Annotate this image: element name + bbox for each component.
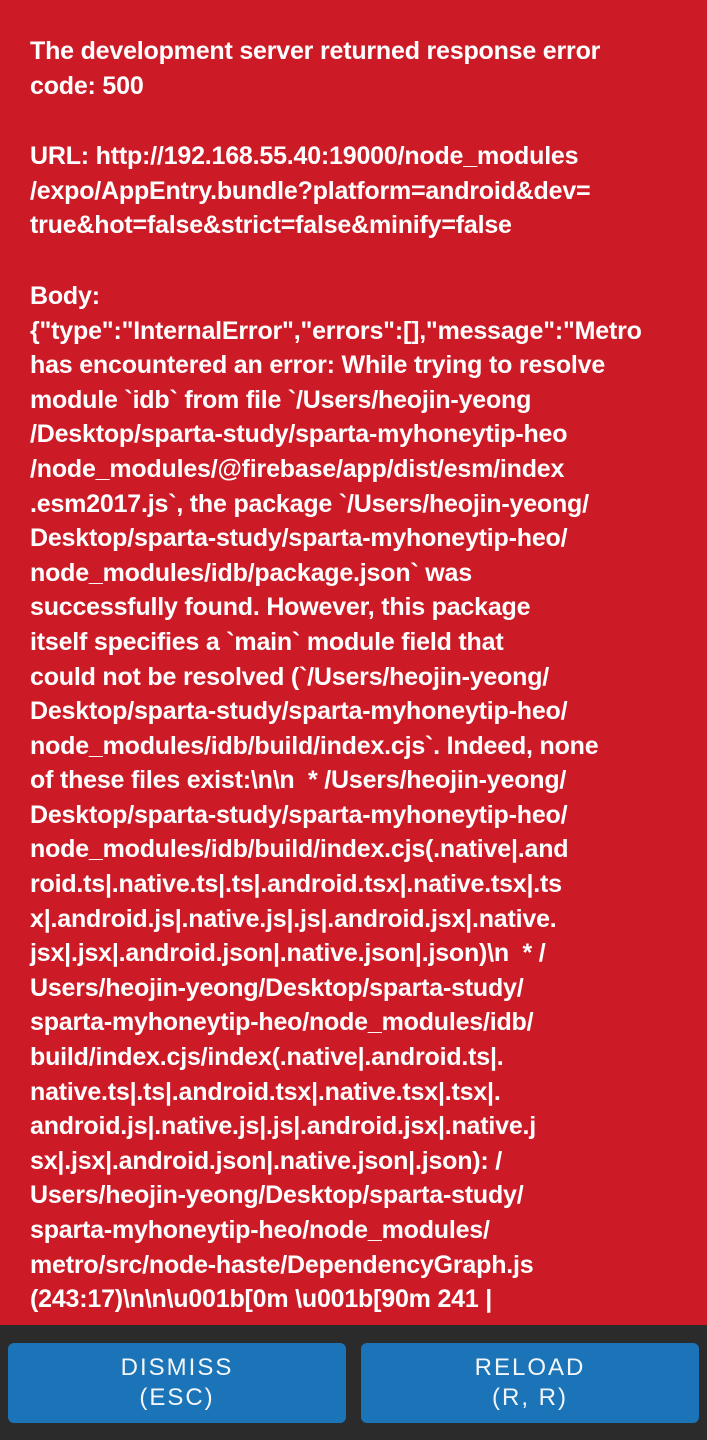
error-body-line: android.js|.native.js|.js|.android.jsx|.native.j	[30, 1112, 537, 1141]
error-body-line: sparta-myhoneytip-heo/node_modules/idb/	[30, 1008, 534, 1037]
error-heading-line: code: 500	[30, 71, 144, 100]
error-url-line: /expo/AppEntry.bundle?platform=android&dev=	[30, 176, 591, 205]
error-url-line: URL: http://192.168.55.40:19000/node_modules	[30, 142, 579, 171]
error-heading-line: The development server returned response error	[30, 37, 601, 65]
error-url-line: true&hot=false&strict=false&minify=false	[30, 211, 512, 240]
error-body-line: Users/heojin-yeong/Desktop/sparta-study/	[30, 973, 524, 1002]
error-body-line: Desktop/sparta-study/sparta-myhoneytip-heo/	[30, 800, 568, 829]
error-body-line: sparta-myhoneytip-heo/node_modules/	[30, 1216, 490, 1244]
error-body-line: node_modules/idb/build/index.cjs(.native|.and	[30, 835, 569, 864]
dismiss-button[interactable]	[8, 1343, 346, 1423]
error-body-line: module `idb` from file `/Users/heojin-yeong	[30, 385, 532, 414]
error-body-line: metro/src/node-haste/DependencyGraph.js	[30, 1250, 534, 1279]
error-body-line: {"type":"InternalError","errors":[],"message":"Metro	[30, 316, 642, 345]
error-body-line: itself specifies a `main` module field that	[30, 627, 504, 656]
error-body-line: jsx|.jsx|.android.json|.native.json|.json)\n * /	[30, 939, 546, 968]
button-bar	[0, 1325, 707, 1440]
reload-shortcut: (R, R)	[492, 1384, 568, 1411]
error-body-line: successfully found. However, this package	[30, 593, 531, 622]
error-heading	[30, 34, 685, 103]
error-body-line: (243:17)\n\n\u001b[0m \u001b[90m 241 |	[30, 1285, 493, 1314]
error-body-line: Desktop/sparta-study/sparta-myhoneytip-heo/	[30, 697, 568, 726]
spacer	[30, 243, 685, 279]
error-body-line: could not be resolved (`/Users/heojin-yeong/	[30, 662, 550, 691]
error-body	[30, 279, 685, 1317]
reload-label: RELOAD	[474, 1354, 586, 1381]
error-body-line: has encountered an error: While trying to resolve	[30, 351, 606, 380]
error-body-line: x|.android.js|.native.js|.js|.android.jsx|.native.	[30, 904, 557, 933]
error-url	[30, 139, 685, 243]
error-body-line: of these files exist:\n\n * /Users/heojin-yeong/	[30, 766, 567, 795]
error-body-line: .esm2017.js`, the package `/Users/heojin-yeong/	[30, 489, 589, 518]
error-body-line: sx|.jsx|.android.json|.native.json|.json): /	[30, 1146, 503, 1175]
dismiss-shortcut: (ESC)	[139, 1384, 215, 1411]
spacer	[30, 103, 685, 139]
error-body-line: Body:	[30, 281, 100, 310]
reload-button[interactable]	[361, 1343, 699, 1423]
error-body-line: /node_modules/@firebase/app/dist/esm/index	[30, 454, 565, 483]
error-body-line: node_modules/idb/build/index.cjs`. Indeed, none	[30, 731, 599, 760]
error-body-line: Users/heojin-yeong/Desktop/sparta-study/	[30, 1181, 524, 1210]
error-body-line: node_modules/idb/package.json` was	[30, 558, 472, 587]
error-body-line: build/index.cjs/index(.native|.android.ts|.	[30, 1043, 504, 1072]
error-body-line: Desktop/sparta-study/sparta-myhoneytip-heo/	[30, 524, 568, 553]
error-body-line: native.ts|.ts|.android.tsx|.native.tsx|.tsx|.	[30, 1077, 501, 1106]
dismiss-label: DISMISS	[120, 1354, 234, 1381]
error-body-line: /Desktop/sparta-study/sparta-myhoneytip-heo	[30, 420, 568, 449]
error-body-line: roid.ts|.native.ts|.ts|.android.tsx|.native.tsx|.ts	[30, 870, 562, 899]
